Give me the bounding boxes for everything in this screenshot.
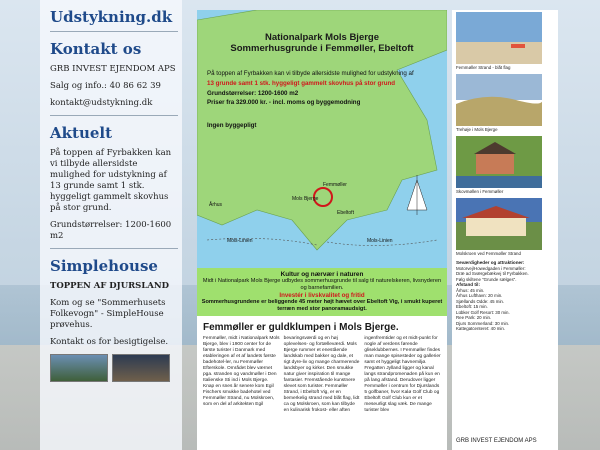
sidebar <box>40 0 182 450</box>
distance-item: Ree Park: 20 min. <box>456 315 492 320</box>
photo-caption: Skovmøllen i Femmøller <box>456 189 504 194</box>
distance-item: Djurs Sommerland: 30 min. <box>456 320 510 326</box>
article-col-3: ingenfremtider og et midt-punkt for nogle af verdens førende gliseklubbernes. I Femmøller findes man mange spisesteder og gallerier samt et hyggeligt havnemiljø. Fregatten Jylland ligger og kanal langs strandpromenaden på kun en på lang afstand. Derudover ligger Femmøller i centrum for Djurslands 5 golfbaner, hvor Kalø Golf Club og Ebeltoft Golf Club kun er et meseurligt slag væk. De mange turister blev <box>364 336 441 413</box>
simplehouse-heading[interactable]: Simplehouse <box>50 257 158 275</box>
photo-caption: Femmøller Strand - blåt flag <box>456 65 511 70</box>
label-mols-linien-right: Mols-Linien <box>367 238 393 244</box>
map-no-duty: Ingen byggepligt <box>207 122 257 129</box>
directions-heading: Seværdigheder og attraktioner: <box>456 260 525 265</box>
distance-heading: Afstand til: <box>456 282 480 287</box>
simplehouse-thumbnails <box>50 354 178 382</box>
contact-heading: Kontakt os <box>50 40 142 58</box>
photo-caption: Molskroen ved Femmøller Strand <box>456 251 521 256</box>
article-col-1: Femmøller, midt i Nationalpark Mols Bjerge, blev i 1900 center for de første turister i Danmark med etableringen af et af landets første badehotel-ler, nu Femmøller Efterskole. Området blev værnet pga. stranden og vandmøller i Den Italienske Sti ind i Mols Bjerge. Knap en snes år senere kom Egil Fischers smukke badehotel ved Femmøller Strand, nu Molskroen, som en del af arkitekten Egil <box>203 336 280 407</box>
promo-text: Midt i Nationalpark Mols Bjerge udbydes sommerhusgrunde til salg til naturelskeren, livsnyderen og barnefamilien. <box>202 278 442 291</box>
distance-item: Århus: 45 min. <box>456 287 485 293</box>
site-title[interactable]: Udstykning.dk <box>50 8 173 26</box>
map-title-2: Sommerhusgrunde i Femmøller, Ebeltoft <box>230 43 414 54</box>
divider <box>50 248 178 249</box>
divider <box>50 115 178 116</box>
promo-invest: Investér i livskvalitet og fritid <box>279 292 365 299</box>
label-ebeltoft: Ebeltoft <box>337 210 354 216</box>
footer-company: GRB INVEST EJENDOM APS <box>456 438 537 444</box>
promo-box <box>197 268 447 316</box>
label-mols-bjerge: Mols Bjerge <box>292 196 319 202</box>
direction-line: Følg skiltene "Grunde sælges". <box>456 276 517 282</box>
label-mols-linien-left: Mols-Linien <box>227 238 253 244</box>
simplehouse-text: Kom og se "Sommerhusets Folkevogn" - SimpleHouse prøvehus. <box>50 298 166 330</box>
article-columns <box>197 336 447 414</box>
distance-item: Ebeltoft: 15 min. <box>456 304 488 309</box>
simplehouse-photo[interactable] <box>112 354 170 382</box>
promo-heading: Kultur og nærvær i naturen <box>280 271 364 278</box>
photo-hills[interactable] <box>456 74 542 126</box>
phone-text: Salg og info.: 40 86 62 39 <box>50 81 161 91</box>
map-intro: På toppen af Fyrbakken kan vi tilbyde allersidste mulighed for udstykning af <box>207 70 414 77</box>
current-heading: Aktuelt <box>50 124 113 142</box>
photo-column <box>452 10 558 450</box>
article-heading: Femmøller er guldklumpen i Mols Bjerge. <box>203 322 399 333</box>
promo-location: Sommerhusgrundene er beliggende 45 meter højt hævet over Ebeltoft Vig, i smukt kuperet terræn med stor panoramaudsigt. <box>201 299 443 312</box>
current-body: På toppen af Fyrbakken kan vi tilbyde allersidste mulighed for udstykning af 13 grunde samt 1 stk. hyggeligt gammelt skovhus på stor grund. <box>50 148 172 213</box>
simplehouse-sub: TOPPEN AF DJURSLAND <box>50 281 170 291</box>
photo-inn[interactable] <box>456 198 542 250</box>
map-prices: Priser fra 329.000 kr. - incl. moms og byggemodning <box>207 99 361 106</box>
map-panel <box>197 10 447 268</box>
email-link[interactable]: kontakt@udstykning.dk <box>50 98 153 108</box>
direction-line: Motorvej/Howedgaden i Femmøller: <box>456 265 526 271</box>
distance-item: Kattegatcenteret: 40 min. <box>456 326 506 331</box>
map-offer: 13 grunde samt 1 stk. hyggeligt gammelt skovhus på stor grund <box>207 80 396 87</box>
photo-mill[interactable] <box>456 136 542 188</box>
photo-caption: Trehøje i Mols Bjerge <box>456 127 498 132</box>
current-sizes: Grundstørrelser: 1200-1600 m2 <box>50 220 172 241</box>
label-aarhus: Århus <box>209 202 223 208</box>
directions-box <box>456 260 554 332</box>
article-col-2: bevaringsværdi og en høj oplevelses- og fortælleværdi. Mols Bjerge rummer et enestående landskab med bakker og dale, et rigt dyre-liv og mange charmerende landsbyer og kirker. Den smukke natur giver inspiration til mange fantasier. Fremstående kunstnere slevet som turister. Femmøller Strand, i Ebeltoft Vig, er en bemerkelig strand med blåt flag, lidt ca og Molskroen, som kan tilbyde en kulinarisk frokost- eller aften <box>283 336 360 413</box>
distance-item: Sjællands Odde: 45 min. <box>456 298 505 304</box>
divider <box>50 31 178 32</box>
map-title-1: Nationalpark Mols Bjerge <box>264 32 380 43</box>
simplehouse-cta: Kontakt os for besigtigelse. <box>50 337 169 347</box>
main-content <box>197 10 447 450</box>
distance-item: Lübker Golf Resort: 30 min. <box>456 309 510 315</box>
direction-line: Dræ ad Sværgebækvej til Fyrbakken. <box>456 271 529 276</box>
map-sizes: Grundstørrelser: 1200-1600 m2 <box>207 90 299 97</box>
label-femmoller: Femmøller <box>323 182 347 188</box>
company-name: GRB INVEST EJENDOM APS <box>50 64 176 74</box>
simplehouse-photo[interactable] <box>50 354 108 382</box>
photo-beach[interactable] <box>456 12 542 64</box>
distance-item: Århus Lufthavn: 20 min. <box>456 293 503 298</box>
